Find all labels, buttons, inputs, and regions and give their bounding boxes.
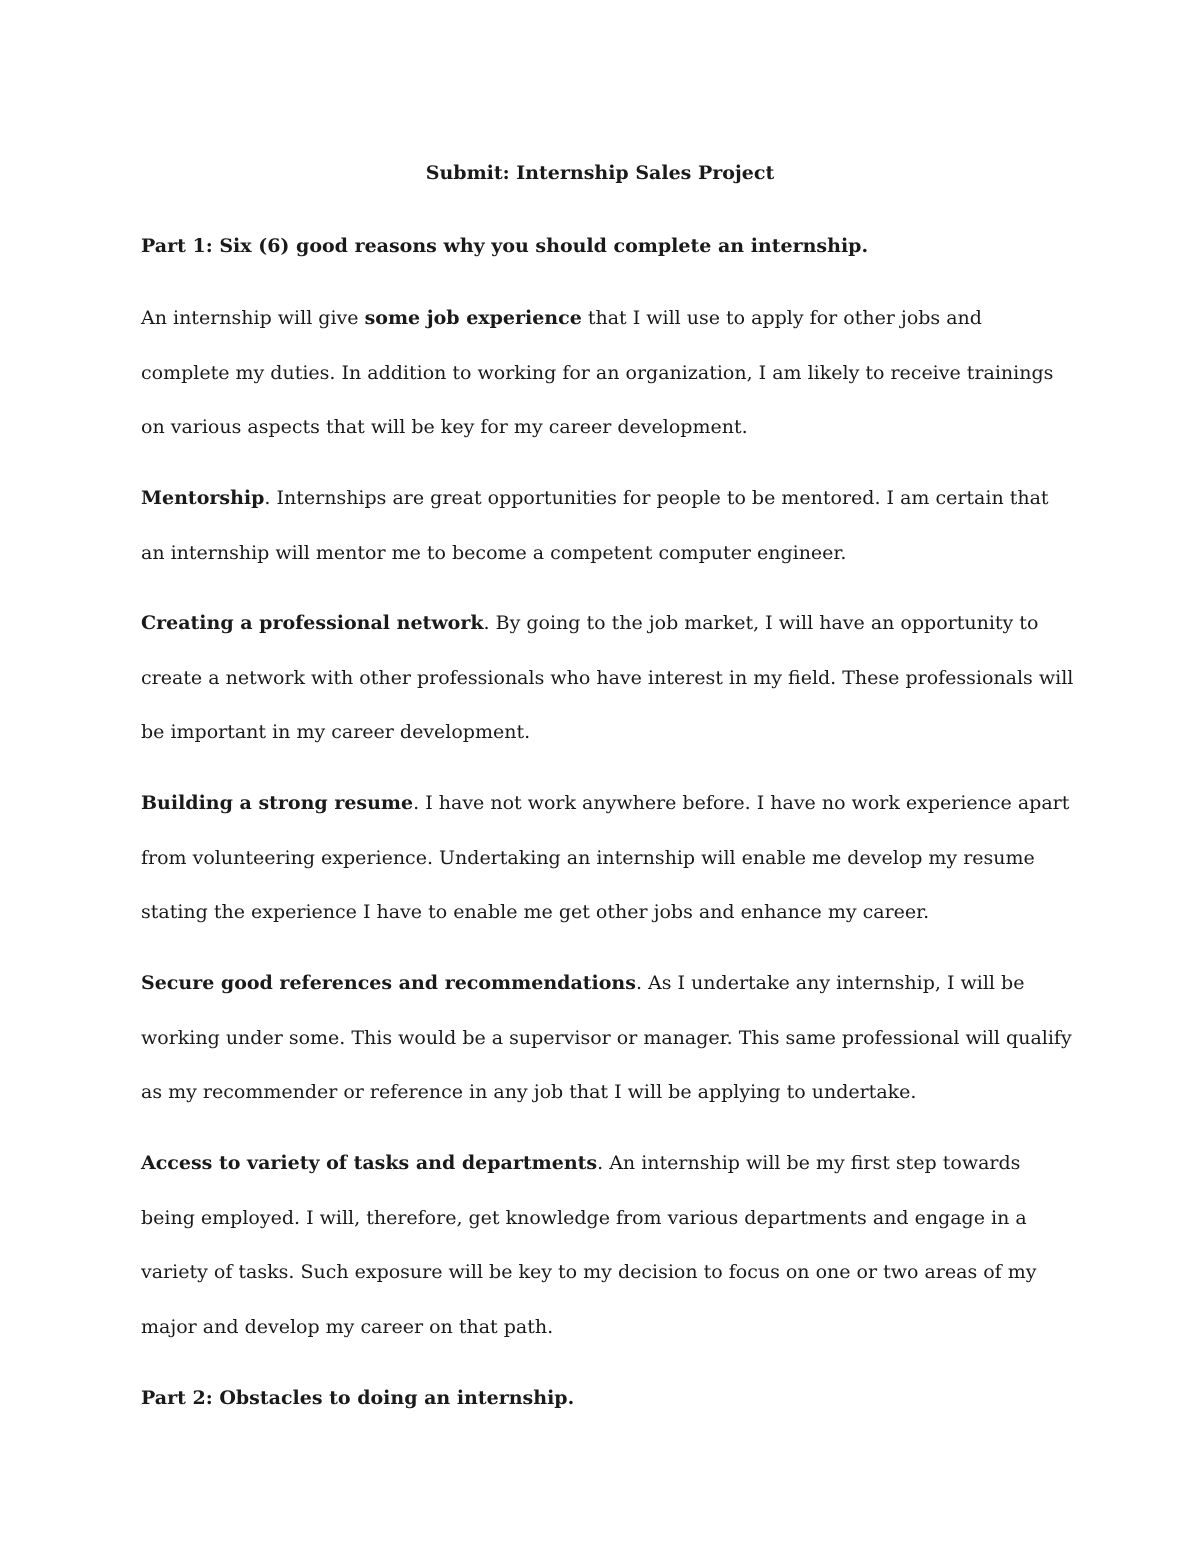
paragraph-job-experience: An internship will give some job experience that I will use to apply for other jobs and complete my duties. In addition to working for an organization, I am likely to receive trainings on various aspects that will be key for my career development. [141, 307, 1054, 438]
paragraph-references: Secure good references and recommendations. As I undertake any internship, I will be working under some. This would be a supervisor or manager. This same professional will qualify as my recommender or reference in any job that I will be applying to undertake. [141, 972, 1072, 1103]
part1-heading: Part 1: Six (6) good reasons why you should complete an internship. [141, 235, 869, 257]
part2-heading: Part 2: Obstacles to doing an internship. [141, 1387, 575, 1409]
paragraph-variety-tasks: Access to variety of tasks and departments. An internship will be my first step towards being employed. I will, therefore, get knowledge from various departments and engage in a variety of tasks. Such exposure will be key to my decision to focus on one or two areas of my major and develop my career on that path. [141, 1152, 1037, 1338]
bold-term: Secure good references and recommendations [141, 972, 636, 994]
bold-term: Building a strong resume [141, 792, 414, 814]
bold-term: some job experience [364, 307, 582, 329]
paragraph-network: Creating a professional network. By going to the job market, I will have an opportunity to create a network with other professionals who have interest in my field. These professionals will be important in my career development. [141, 612, 1074, 743]
paragraph-resume: Building a strong resume. I have not work anywhere before. I have no work experience apart from volunteering experience. Undertaking an internship will enable me develop my resume stating the experience I have to enable me get other jobs and enhance my career. [141, 792, 1070, 923]
bold-term: Mentorship [141, 487, 265, 509]
bold-term: Creating a professional network [141, 612, 484, 634]
bold-term: Access to variety of tasks and departments [141, 1152, 598, 1174]
paragraph-mentorship: Mentorship. Internships are great opportunities for people to be mentored. I am certain that an internship will mentor me to become a competent computer engineer. [141, 487, 1049, 564]
document-title: Submit: Internship Sales Project [425, 162, 775, 184]
